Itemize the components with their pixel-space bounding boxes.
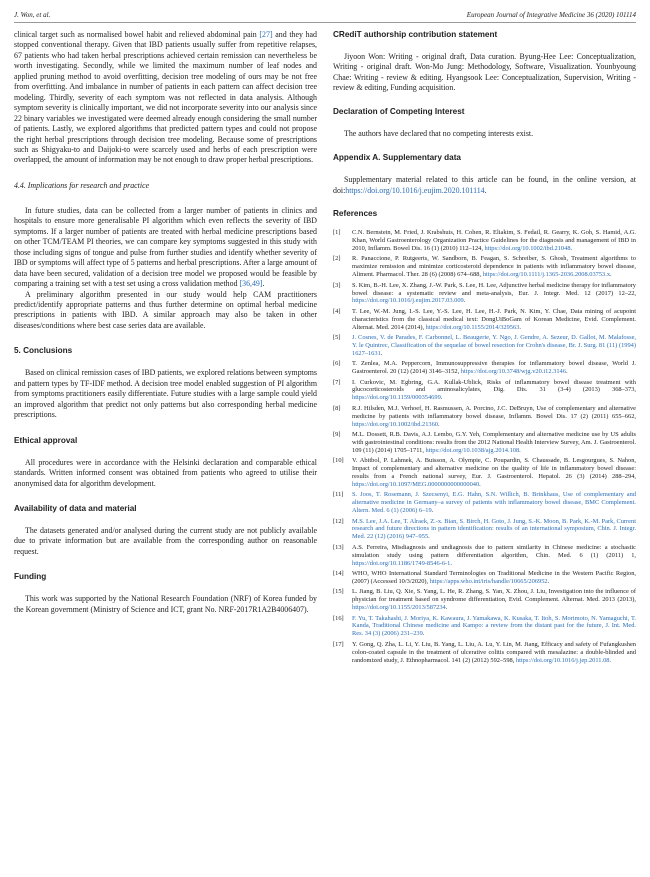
left-column (14, 30, 317, 615)
reference-item (333, 405, 636, 429)
reference-number: [2] (333, 255, 341, 263)
reference-number: [5] (333, 334, 341, 342)
reference-text: T. Zenlea, M.A. Peppercorn, Immunosuppressive therapies for inflammatory bowel disease, World J. Gastroenterol. 20 (12) (2014) 3146–3152, https://doi.org/10.3748/wjg.v20.i12.3146. (352, 360, 636, 376)
reference-item (333, 379, 636, 403)
reference-number: [1] (333, 229, 341, 237)
ethics-paragraph: All procedures were in accordance with the Helsinki declaration and comparable ethical standards. Written informed consent was obtained from patients who agreed to utilise their anonymised data for algorithm development. (14, 457, 317, 488)
citation-link[interactable]: [36,49] (239, 279, 263, 289)
reference-number: [6] (333, 360, 341, 368)
reference-link[interactable]: J. Cosnes, V. de Parades, F. Carbonnel, L. Beaugerie, Y. Ngo, J. Gendre, A. Sezeur, D. Gallot, M. Malafosse, Y. le Quintrec, Classification of the sequelae of bowel resection for Crohn's disease, Br. J. Surg. 81 (11) (1994) 1627–1631 (352, 334, 636, 357)
reference-item (333, 544, 636, 568)
reference-item (333, 334, 636, 358)
reference-number: [4] (333, 307, 341, 315)
reference-number: [15] (333, 588, 344, 596)
citation-link[interactable]: [27] (259, 30, 273, 39)
availability-paragraph: The datasets generated and/or analysed during the current study are not publicly available due to private information but are available from the corresponding author on reasonable request. (14, 525, 317, 556)
reference-link[interactable]: M.S. Lee, J.A. Lee, T. Alraek, Z.-x. Bian, S. Birch, H. Goto, J. Jung, S.-K. Moon, B. Park, K.-M. Park, Current research and future directions in pattern identification: results of an international symposium, Chin. J. Integr. Med. 22 (12) (2016) 947–955 (352, 517, 636, 541)
right-column (333, 30, 636, 667)
section-heading-credit: CRediT authorship contribution statement (333, 30, 498, 39)
reference-item (333, 570, 636, 586)
reference-item (333, 282, 636, 306)
reference-text: A.S. Ferreira, Misdiagnosis and undiagnosis due to pattern similarity in Chinese medicine: a stochastic simulation study using pattern differentiation algorithm, Chin. Med. 6 (1) (2011) 1, https://doi.org/10.1186/1749-8546-6-1. (352, 543, 636, 567)
reference-item (333, 518, 636, 542)
reference-link[interactable]: https://doi.org/10.1111/j.1365-2036.2008.03753.x (482, 271, 611, 279)
limitations-paragraph: clinical target such as normalised bowel habit and relieved abdominal pain [27] and they had stopped conventional therapy. Given that IBD patients usually suffer from repetitive relapses, 67 patients who had taken herbal prescriptions achieved certain remission can nevertheless be worth investigating. Secondly, while we limited the maximum number of leaf nodes and applied pruning method to avoid overfitting, decision tree modeling of ours may be not free from overfitting. And imbalance in number of patients in each pattern can affect decision tree modeling. Thirdly, severity of each symptom was not reflected in data analysis. Although symptom severity is clinically important, we did not incorporate severity into our analysis since 22 binary variables we investigated were deemed already enough considering the small number of patients. Lastly, we explored algorithms that predicted pattern types and could not propose the right herbal prescriptions through decision tree modeling. Because some of prescriptions such as Shigyaku-to and Daijoki-to were scarcely used and herbs of each prescription were overlapped, the amount of information may be not enough to draw proper herbal prescriptions. (14, 30, 317, 165)
reference-link[interactable]: https://apps.who.int/iris/handle/10665/206952 (429, 577, 548, 585)
reference-text: F. Yu, T. Takahashi, J. Moriya, K. Kawaura, J. Yamakawa, K. Kusaka, T. Itoh, S. Morimoto, N. Yamaguchi, T. Kanda, Traditional Chinese medicine and Kampo: a review from the distant past for the future, J. Int. Med. Res. 34 (3) (2006) 231–239. (352, 614, 636, 638)
reference-item (333, 588, 636, 612)
credit-paragraph: Jiyoon Won: Writing - original draft, Data curation. Byung-Hee Lee: Conceptualization, Writing - original draft. Won-Mo Jung: Methodology, Software, Visualization. Younbyoung Chae: Writing - review & editing. Hyangsook Lee: Conceptualization, Supervision, Writing - review & editing, Funding acquisition. (333, 52, 636, 93)
running-header-journal: European Journal of Integrative Medicine 36 (2020) 101114 (466, 11, 636, 19)
running-header-authors: J. Won, et al. (14, 11, 51, 19)
reference-number: [17] (333, 640, 344, 648)
reference-text: L. Jiang, B. Liu, Q. Xie, S. Yang, L. He, R. Zhang, S. Yan, X. Zhou, J. Liu, Investigation into the influence of physician for treatment based on syndrome differentiation, Evid. Complement. Alternat. Med. 2013 (2013), https://doi.org/10.1155/2013/587234. (352, 588, 636, 612)
reference-link[interactable]: https://doi.org/10.1002/ibd.21048 (484, 244, 571, 252)
subsection-heading: 4.4. Implications for research and practice (14, 180, 150, 190)
future-studies-paragraph: In future studies, data can be collected from a larger number of patients in clinics and hospitals to ensure more generalisable PI algorithm which even reflects the severity of IBD symptoms. If a larger number of patients are treated with herbal medicine prescriptions based on other TCM/TEAM PI theories, we can compare key symptoms suggested in this study with those including signs of tongue and pulse from further studies and identify whether severity of IBD or symptoms will affect type of 5 patterns and herbal prescriptions. After a large amount of data have been secured, validation of a decision tree model we proposed would be feasible by comparing a training set with a test set using a cross validation method [36,49]. (14, 205, 317, 289)
section-heading-funding: Funding (14, 572, 47, 582)
reference-item (333, 491, 636, 515)
section-heading-references: References (333, 209, 378, 219)
reference-text: C.N. Bernstein, M. Fried, J. Krabshuis, H. Cohen, R. Eliakim, S. Fedail, R. Gearry, K. Goh, S. Hamid, A.G. Khan, World Gastroenterology Organization Practice Guidelines for the diagnosis and management of IBD in 2010, Inflamm. Bowel Dis. 16 (1) (2010) 112–124, https://doi.org/10.1002/ibd.21048. (352, 229, 636, 252)
reference-text: M.L. Dossett, R.B. Davis, A.J. Lembo, G.Y. Yeh, Complementary and alternative medicine use by US adults with gastrointestinal conditions: results from the 2012 National Health Interview Survey, Am. J. Gastroenterol. 109 (11) (2014) 1705–1711, https://doi.org/10.1038/ajg.2014.108. (352, 431, 636, 454)
section-heading-ethics: Ethical approval (14, 435, 78, 445)
reference-link[interactable]: https://doi.org/10.1155/2014/329563 (425, 323, 520, 331)
reference-link[interactable]: https://doi.org/10.1097/MEG.0000000000000040 (352, 480, 480, 488)
reference-link[interactable]: https://doi.org/10.3748/wjg.v20.i12.3146 (460, 368, 566, 376)
reference-number: [12] (333, 517, 344, 525)
reference-text: T. Lee, W.-M. Jung, I.-S. Lee, Y.-S. Lee, H. Lee, H.-J. Park, N. Kim, Y. Chae, Data mining of acupoint characteristics from the classical medical text: DongUiBoGam of Korean Medicine, Evid. Complement. Alternat. Med. 2014 (2014), https://doi.org/10.1155/2014/329563. (352, 307, 636, 331)
reference-number: [16] (333, 614, 344, 622)
reference-link[interactable]: https://doi.org/10.1038/ajg.2014.108 (425, 446, 520, 454)
reference-number: [13] (333, 543, 344, 551)
reference-text: S. Kim, B.-H. Lee, X. Zhang, J.-W. Park, S. Lee, H. Lee, Adjunctive herbal medicine therapy for inflammatory bowel disease: a systematic review and meta-analysis, Eur. J. Integr. Med. 12 (2017) 12–22, https://doi.org/10.1016/j.eujim.2017.03.009. (352, 281, 636, 305)
reference-text: R. Panaccione, P. Rutgeerts, W. Sandborn, B. Feagan, S. Schreiber, S. Ghosh, Treatment algorithms to maximize remission and minimize corticosteroid dependence in patients with inflammatory bowel disease, Aliment. Pharmacol. Ther. 28 (6) (2008) 674–688, https://doi.org/10.1111/j.1365-2036.2008.03753.x. (352, 255, 636, 279)
reference-text: V. Abitbol, P. Lahmek, A. Buisson, A. Olympie, C. Poupardin, S. Chaussade, B. Lesgourgues, S. Nahon, Impact of complementary and alternative medicine on the quality of life in inflammatory bowel disease: results from a French national survey, Eur. J. Gastroenterol. Hepatol. 26 (3) (2014) 288–294, https://doi.org/10.1097/MEG.0000000000000040. (352, 457, 636, 488)
section-heading-appendix: Appendix A. Supplementary data (333, 153, 461, 163)
reference-text: J. Cosnes, V. de Parades, F. Carbonnel, L. Beaugerie, Y. Ngo, J. Gendre, A. Sezeur, D. Gallot, M. Malafosse, Y. le Quintrec, Classification of the sequelae of bowel resection for Crohn's disease, Br. J. Surg. 81 (11) (1994) 1627–1631. (352, 334, 636, 357)
reference-link[interactable]: F. Yu, T. Takahashi, J. Moriya, K. Kawaura, J. Yamakawa, K. Kusaka, T. Itoh, S. Morimoto, N. Yamaguchi, T. Kanda, Traditional Chinese medicine and Kampo: a review from the distant past for the future, J. Int. Med. Res. 34 (3) (2006) 231–239 (352, 614, 636, 638)
supplementary-doi-link[interactable]: https://doi.org/10.1016/j.eujim.2020.101114 (345, 185, 485, 195)
reference-item (333, 255, 636, 279)
reference-link[interactable]: https://doi.org/10.1002/ibd.21360 (352, 420, 438, 428)
reference-number: [9] (333, 431, 341, 439)
reference-text: S. Joos, T. Rosemann, J. Szecsenyi, E.G. Hahn, S.N. Willich, B. Brinkhaus, Use of complementary and alternative medicine in Germany–a survey of patients with inflammatory bowel disease, BMC Complement. Altern. Med. 6 (1) (2006) 6–19. (352, 491, 636, 515)
reference-link[interactable]: S. Joos, T. Rosemann, J. Szecsenyi, E.G. Hahn, S.N. Willich, B. Brinkhaus, Use of complementary and alternative medicine in Germany–a survey of patients with inflammatory bowel disease, BMC Complement. Altern. Med. 6 (1) (2006) 6–19 (352, 491, 636, 515)
reference-text: Y. Gong, Q. Zha, L. Li, Y. Liu, B. Yang, L. Liu, A. Lu, Y. Lin, M. Jiang, Efficacy and safety of Fufangkushen colon-coated capsule in the treatment of ulcerative colitis compared with mesalazine: a double-blinded and randomized study, J. Ethnopharmacol. 141 (2) (2012) 592–598, https://doi.org/10.1016/j.jep.2011.08. (352, 640, 636, 664)
reference-number: [3] (333, 281, 341, 289)
reference-number: [14] (333, 570, 344, 578)
reference-number: [11] (333, 491, 344, 499)
section-heading-availability: Availability of data and material (14, 503, 137, 513)
reference-number: [8] (333, 404, 341, 412)
competing-interest-paragraph: The authors have declared that no competing interests exist. (344, 128, 534, 138)
header-rule (14, 22, 636, 23)
section-heading-conclusions: 5. Conclusions (14, 346, 73, 356)
reference-link[interactable]: https://doi.org/10.1016/j.jep.2011.08. (515, 656, 612, 664)
appendix-paragraph: Supplementary material related to this article can be found, in the online version, at doi:https://doi.org/10.1016/j.eujim.2020.101114. (333, 175, 636, 195)
reference-list (333, 229, 636, 664)
reference-text: M.S. Lee, J.A. Lee, T. Alraek, Z.-x. Bian, S. Birch, H. Goto, J. Jung, S.-K. Moon, B. Park, K.-M. Park, Current research and future directions in pattern identification: results of an international symposium, Chin. J. Integr. Med. 22 (12) (2016) 947–955. (352, 517, 636, 541)
reference-item (333, 641, 636, 665)
reference-link[interactable]: https://doi.org/10.1159/000354699 (352, 394, 441, 402)
conclusions-paragraph: Based on clinical remission cases of IBD patients, we explored relations between symptoms and pattern types by TF-IDF method. A decision tree model enabled suggestion of PI algorithm from symptoms practitioners easily differentiate. Future studies with a large sample could yield an improved algorithm that predict not only patterns but also corresponding herbal medicine prescriptions. (14, 368, 317, 420)
reference-text: I. Curkovic, M. Egbring, G.A. Kullak-Ublick, Risks of inflammatory bowel disease treatment with glucocorticosteroids and aminosalicylates, Dig. Dis. 31 (3-4) (2013) 368–373, https://doi.org/10.1159/000354699. (352, 378, 636, 402)
reference-item (333, 308, 636, 332)
reference-item (333, 360, 636, 376)
reference-link[interactable]: https://doi.org/10.1016/j.eujim.2017.03.009 (352, 297, 464, 305)
section-heading-competing-interest: Declaration of Competing Interest (333, 106, 465, 116)
reference-item (333, 229, 636, 253)
funding-paragraph: This work was supported by the National Research Foundation (NRF) of Korea funded by the Korean government (Ministry of Science and ICT, grant No. NRF-2017R1A2B4006407). (14, 594, 317, 614)
reference-link[interactable]: https://doi.org/10.1155/2013/587234 (352, 604, 446, 612)
reference-number: [7] (333, 378, 341, 386)
reference-item (333, 615, 636, 639)
algorithm-paragraph: A preliminary algorithm presented in our study would help CAM practitioners predict/identify appropriate patterns and thus further determine on optimal herbal medicine prescriptions in patients with IBD. A similar approach may also be taken in other diseases/conditions where best case series data are available. (14, 289, 317, 330)
reference-text: R.J. Hilsden, M.J. Verhoef, H. Rasmussen, A. Porcino, J.C. DeBruyn, Use of complementary and alternative medicine by patients with inflammatory bowel disease, Inflamm. Bowel Dis. 17 (2) (2011) 655–662, https://doi.org/10.1002/ibd.21360. (352, 404, 636, 428)
reference-item (333, 431, 636, 455)
reference-text: WHO, WHO International Standard Terminologies on Traditional Medicine in the Western Pacific Region, (2007) (Accessed 10/3/2020), https://apps.who.int/iris/handle/10665/206952. (352, 570, 636, 585)
reference-number: [10] (333, 457, 344, 465)
reference-item (333, 457, 636, 489)
reference-link[interactable]: https://doi.org/10.1186/1749-8546-6-1 (352, 559, 451, 567)
